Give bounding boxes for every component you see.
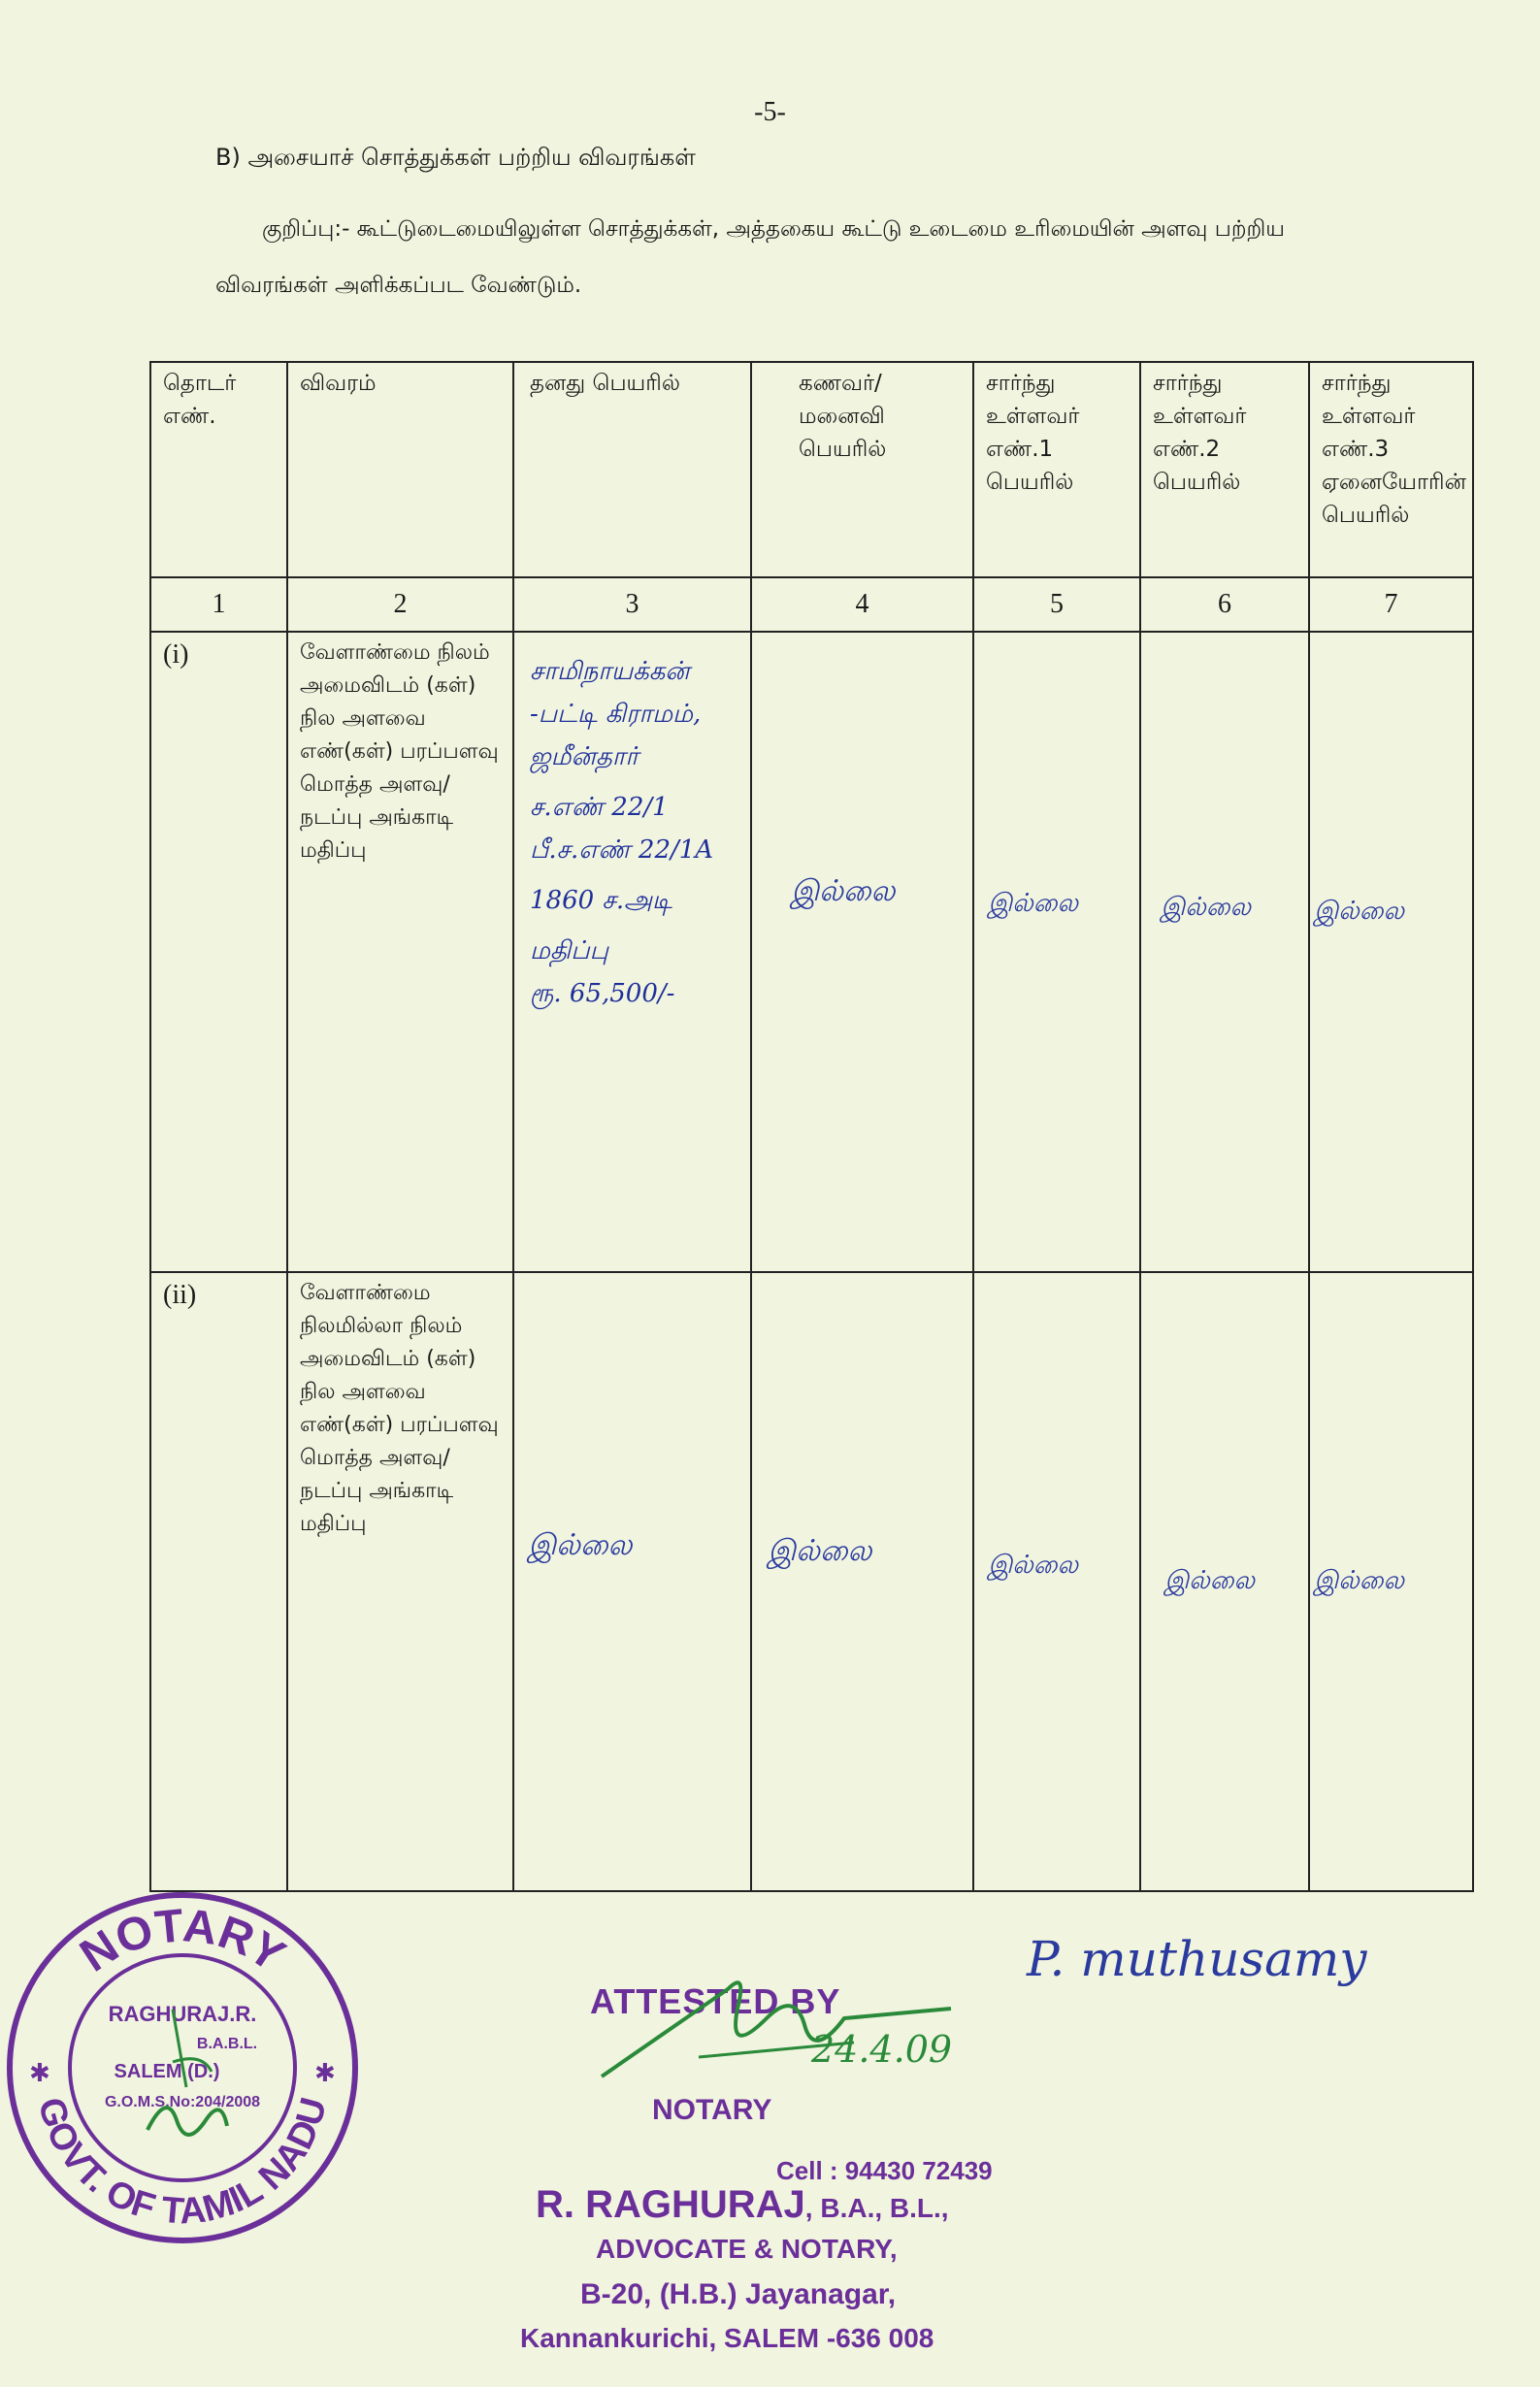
- handwritten-nil: இல்லை: [988, 889, 1079, 918]
- handwritten-nil: இல்லை: [1164, 1566, 1256, 1595]
- seal-line: G.O.M.S.No:204/2008: [104, 2094, 261, 2110]
- seal-bottom-text: GOVT. OF TAMIL NADU: [29, 2093, 336, 2233]
- header-row: [150, 362, 1473, 577]
- notary-name-line: [536, 2183, 949, 2227]
- notary-address-1: B-20, (H.B.) Jayanagar,: [580, 2278, 897, 2310]
- dependent3-cell: [1309, 632, 1473, 1272]
- header-cell: சார்ந்து உள்ளவர் எண்.1 பெயரில்: [973, 362, 1140, 577]
- column-number: 2: [287, 577, 513, 632]
- svg-text:GOVT. OF TAMIL NADU: [30, 2093, 336, 2232]
- page-number: -5-: [754, 97, 786, 127]
- handwritten-line: ஜமீன்தார்: [530, 742, 639, 771]
- seal-top-text: NOTARY: [71, 1900, 294, 1982]
- dependent2-cell: [1140, 632, 1309, 1272]
- attest-date: 24.4.09: [811, 2028, 953, 2071]
- seal-line: SALEM (D.): [114, 2061, 220, 2082]
- column-number: 6: [1140, 577, 1309, 632]
- header-cell: கணவர்/ மனைவி பெயரில்: [751, 362, 973, 577]
- dependent2-cell: [1140, 1272, 1309, 1891]
- handwritten-nil: இல்லை: [1314, 1566, 1405, 1595]
- table-row: [150, 1272, 1473, 1891]
- handwritten-line: பீ.ச.எண் 22/1A: [530, 835, 714, 865]
- notary-degree: , B.A., B.L.,: [804, 2193, 949, 2223]
- serial-number: (i): [150, 632, 287, 1272]
- section-note: குறிப்பு:- கூட்டுடைமையிலுள்ள சொத்துக்கள், அத்தகைய கூட்டு உடைமை உரிமையின் அளவு பற்றிய விவரங்கள் அளிக்கப்பட வேண்டும்.: [215, 216, 1286, 298]
- handwritten-nil: இல்லை: [768, 1534, 872, 1568]
- section-heading: B) அசையாச் சொத்துக்கள் பற்றிய விவரங்கள்: [215, 144, 696, 171]
- row-description: வேளாண்மை நிலம் அமைவிடம் (கள்) நில அளவை எண்(கள்) பரப்பளவு மொத்த அளவு/ நடப்பு அங்காடி மதிப்பு: [287, 632, 513, 1272]
- serial-number: (ii): [150, 1272, 287, 1891]
- notary-name: R. RAGHURAJ: [536, 2183, 805, 2226]
- notary-title: ADVOCATE & NOTARY,: [596, 2234, 898, 2264]
- attested-by: ATTESTED BY: [590, 1981, 841, 2021]
- handwritten-line: -பட்டி கிராமம்,: [530, 700, 702, 729]
- dependent1-cell: [973, 632, 1140, 1272]
- handwritten-nil: இல்லை: [791, 874, 896, 908]
- handwritten-line: மதிப்பு: [530, 936, 608, 965]
- row-description: வேளாண்மை நிலமில்லா நிலம் அமைவிடம் (கள்) நில அளவை எண்(கள்) பரப்பளவு மொத்த அளவு/ நடப்பு அங்காடி மதிப்பு: [287, 1272, 513, 1891]
- column-number: 5: [973, 577, 1140, 632]
- header-cell: தனது பெயரில்: [513, 362, 751, 577]
- star-icon: ✱: [314, 2059, 336, 2088]
- handwritten-line: ரூ. 65,500/-: [530, 979, 675, 1008]
- column-number: 7: [1309, 577, 1473, 632]
- notary-address-2: Kannankurichi, SALEM -636 008: [520, 2323, 934, 2353]
- column-number: 4: [751, 577, 973, 632]
- column-number: 3: [513, 577, 751, 632]
- table-row: [150, 632, 1473, 1272]
- seal-line: RAGHURAJ.R.: [108, 2002, 257, 2026]
- header-cell: தொடர் எண்.: [150, 362, 287, 577]
- star-icon: ✱: [29, 2059, 50, 2088]
- notary-label: NOTARY: [652, 2094, 772, 2126]
- deponent-signature: P. muthusamy: [1027, 1931, 1367, 1987]
- seal-line: B.A.B.L.: [196, 2036, 258, 2052]
- spouse-cell: [751, 632, 973, 1272]
- header-cell: சார்ந்து உள்ளவர் எண்.3 ஏனையோரின் பெயரில்: [1309, 362, 1473, 577]
- handwritten-nil: இல்லை: [1161, 893, 1252, 922]
- self-cell: [513, 632, 751, 1272]
- column-number: 1: [150, 577, 287, 632]
- header-cell: சார்ந்து உள்ளவர் எண்.2 பெயரில்: [1140, 362, 1309, 577]
- green-initials: [147, 2108, 227, 2135]
- assets-table: [149, 361, 1474, 1892]
- spouse-cell: [751, 1272, 973, 1891]
- self-cell: [513, 1272, 751, 1891]
- notary-cell: Cell : 94430 72439: [776, 2156, 993, 2185]
- handwritten-line: சாமிநாயக்கன்: [530, 657, 690, 686]
- notary-seal: [2, 1887, 363, 2248]
- handwritten-nil: இல்லை: [528, 1528, 633, 1562]
- handwritten-nil: இல்லை: [1314, 897, 1405, 926]
- handwritten-nil: இல்லை: [988, 1551, 1079, 1580]
- column-number-row: [150, 577, 1473, 632]
- handwritten-line: ச.எண் 22/1: [530, 793, 669, 822]
- dependent3-cell: [1309, 1272, 1473, 1891]
- handwritten-line: 1860 ச.அடி: [530, 886, 672, 915]
- dependent1-cell: [973, 1272, 1140, 1891]
- header-cell: விவரம்: [287, 362, 513, 577]
